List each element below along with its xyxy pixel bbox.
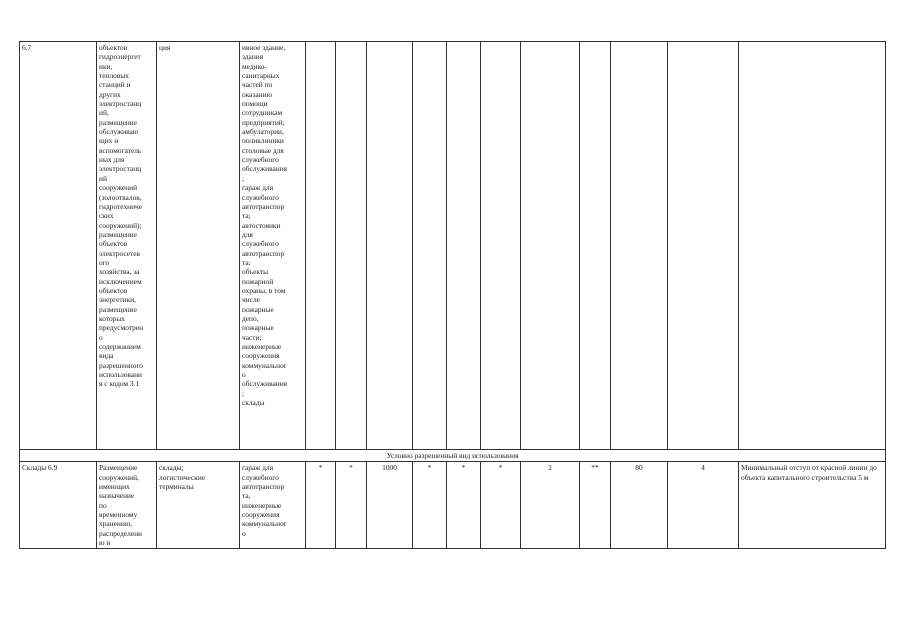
use-code-cell: 6.7 xyxy=(20,42,97,450)
table-cell xyxy=(739,42,886,450)
param-cell: 80 xyxy=(611,462,668,549)
param-cell: ** xyxy=(580,462,611,549)
table-cell xyxy=(367,42,413,450)
param-cell: * xyxy=(413,462,447,549)
table-row xyxy=(20,42,886,450)
section-title: Условно разрешенный вид использования xyxy=(20,450,886,462)
table-cell xyxy=(580,42,611,450)
table-cell xyxy=(413,42,447,450)
table-cell xyxy=(668,42,739,450)
table-cell xyxy=(336,42,367,450)
main-use-cell: ция xyxy=(157,42,240,450)
param-cell: * xyxy=(306,462,336,549)
use-description-cell: Размещение сооружений, имеющих назначение по временному хранению, распределени ю и xyxy=(97,462,157,549)
main-use-cell: склады; логистические терминалы xyxy=(157,462,240,549)
table-cell xyxy=(521,42,580,450)
note-cell: Минимальный отступ от красной линии до объекта капитального строительства 5 м xyxy=(739,462,886,549)
section-row xyxy=(20,450,886,462)
param-cell: 2 xyxy=(521,462,580,549)
table-cell xyxy=(611,42,668,450)
table-cell xyxy=(481,42,521,450)
table-cell xyxy=(306,42,336,450)
param-cell: 1000 xyxy=(367,462,413,549)
param-cell: * xyxy=(336,462,367,549)
auxiliary-use-cell: ивное здание, здания медико- санитарных частей по оказанию помощи сотрудникам предприятий; амбулатории, поликлиники столовые для служебного обслуживания ; гараж для служебного автотранспор та; автостоянки для служебного автотранспор та; объекты пожарной охраны, в том числе пожарные депо, пожарные части; инженерные сооружения коммунальног о обслуживания ; склады xyxy=(240,42,306,450)
table-cell xyxy=(447,42,481,450)
use-name-cell: Склады 6.9 xyxy=(20,462,97,549)
land-use-table xyxy=(19,41,886,549)
param-cell: * xyxy=(447,462,481,549)
auxiliary-use-cell: гараж для служебного автотранспор та, инженерные сооружения коммунальног о xyxy=(240,462,306,549)
param-cell: 4 xyxy=(668,462,739,549)
table-row xyxy=(20,462,886,549)
param-cell: * xyxy=(481,462,521,549)
use-description-cell: объектов гидроэнергет ики, тепловых станций и других электростанц ий, размещение обслуживаю щих и вспомогатель ных для электростанц ий сооружений (золоотвалов, гидротехниче ских сооружений); размещение объектов электросетев ого хозяйства, за исключением объектов энергетики, размещение которых предусмотрен о содержанием вида разрешенного использовани я с кодом 3.1 xyxy=(97,42,157,450)
